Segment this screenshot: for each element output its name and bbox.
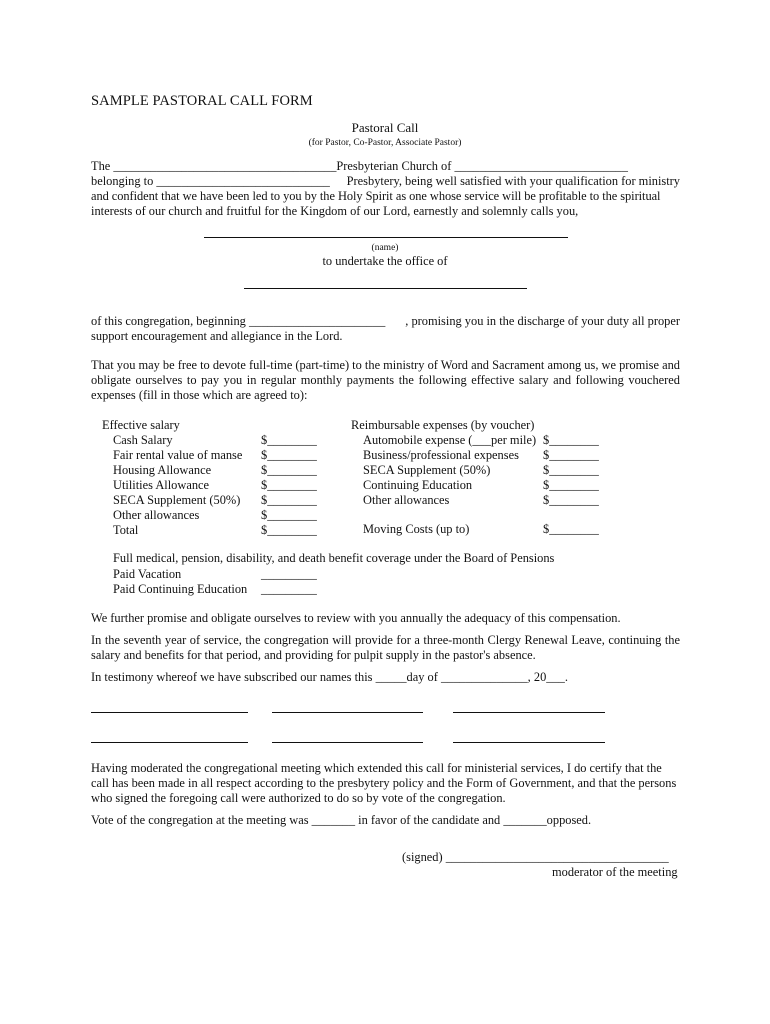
salary-item-blank[interactable]: $________ — [261, 508, 317, 522]
intro-line-2 — [91, 174, 680, 189]
signature-line[interactable] — [91, 742, 248, 743]
form-subheading: (for Pastor, Co-Pastor, Associate Pastor) — [308, 138, 462, 148]
renewal-paragraph: In the seventh year of service, the congregation will provide for a three-month Clergy Renewal Leave, continuing the salary and benefits for that period, and providing for pulpit supply in the pastor's absence. — [91, 633, 680, 662]
salary-item-blank[interactable]: $________ — [261, 478, 317, 492]
intro-line-4: interests of our church and fruitful for the Kingdom of our Lord, earnestly and solemnly calls you, — [91, 204, 579, 218]
beginning-date-blank[interactable]: ______________________ — [248, 314, 386, 328]
moderator-signature-blank[interactable]: ____________________________________ — [445, 850, 669, 864]
presbytery-blank[interactable]: ____________________________ — [156, 174, 330, 188]
moderator-paragraph: Having moderated the congregational meeting which extended this call for ministerial services, I do certify that the call has been made in all respect according to the presbytery policy and the Form of Government, and that the persons who signed the foregoing call were authorized to do so by vote of the congregation. — [91, 761, 677, 805]
beginning-text: of this congregation, beginning — [91, 314, 246, 328]
salary-item-blank[interactable]: $________ — [261, 463, 317, 477]
salary-item-blank[interactable]: $________ — [261, 493, 317, 507]
expenses-item-blank[interactable]: $________ — [543, 433, 599, 447]
intro-presbytery-text: Presbytery, being well satisfied with your qualification for ministry — [346, 174, 680, 188]
intro-belonging-text: belonging to — [91, 174, 154, 188]
salary-item-label: Housing Allowance — [113, 463, 212, 477]
name-line[interactable] — [204, 237, 568, 238]
fulltime-paragraph: That you may be free to devote full-time (part-time) to the ministry of Word and Sacrament among us, we promise and obligate ourselves to pay you in regular monthly payments the following effective salary and following vouchered expenses (fill in those which are agreed to): — [91, 358, 680, 402]
signature-line[interactable] — [91, 712, 248, 713]
expenses-item-blank[interactable]: $________ — [543, 478, 599, 492]
paid-education-blank[interactable]: _________ — [261, 582, 317, 596]
office-line[interactable] — [244, 288, 527, 289]
expenses-item-label: Automobile expense (___per mile) — [363, 433, 537, 447]
salary-item-blank[interactable]: $________ — [261, 433, 317, 447]
salary-item-label: Fair rental value of manse — [113, 448, 243, 462]
expenses-item-blank[interactable]: $________ — [543, 493, 599, 507]
promising-text: , promising you in the discharge of your duty all proper — [405, 314, 680, 328]
expenses-item-label: SECA Supplement (50%) — [363, 463, 491, 477]
salary-item-blank[interactable]: $________ — [261, 523, 317, 537]
church-location-blank[interactable]: ____________________________ — [454, 159, 628, 173]
salary-item-label: Cash Salary — [113, 433, 173, 447]
salary-item-label: Utilities Allowance — [113, 478, 210, 492]
salary-heading: Effective salary — [102, 418, 180, 432]
form-title: SAMPLE PASTORAL CALL FORM — [91, 93, 313, 109]
benefits-coverage: Full medical, pension, disability, and death benefit coverage under the Board of Pensions — [113, 551, 555, 565]
church-name-blank[interactable]: ____________________________________ — [113, 159, 337, 173]
vote-line: Vote of the congregation at the meeting was _______ in favor of the candidate and _______opposed. — [91, 813, 592, 827]
signed-label — [402, 850, 669, 865]
intro-presbyterian-text: Presbyterian Church of — [336, 159, 452, 173]
salary-item-blank[interactable]: $________ — [261, 448, 317, 462]
intro-line-3: and confident that we have been led to you by the Holy Spirit as one whose service will be profitable to the spiritual — [91, 189, 661, 203]
signed-text: (signed) — [402, 850, 443, 864]
signature-line[interactable] — [272, 712, 423, 713]
expenses-item-label: Continuing Education — [363, 478, 473, 492]
expenses-item-blank[interactable]: $________ — [543, 463, 599, 477]
beginning-line-1 — [91, 314, 680, 329]
salary-item-label: Total — [113, 523, 139, 537]
testimony-line: In testimony whereof we have subscribed our names this _____day of ______________, 20___. — [91, 670, 568, 684]
salary-item-label: SECA Supplement (50%) — [113, 493, 241, 507]
expenses-item-label: Business/professional expenses — [363, 448, 519, 462]
signature-line[interactable] — [272, 742, 423, 743]
signature-line[interactable] — [453, 742, 605, 743]
office-text: to undertake the office of — [322, 254, 448, 268]
paid-vacation-blank[interactable]: _________ — [261, 567, 317, 581]
moving-costs-label: Moving Costs (up to) — [363, 522, 470, 536]
signature-line[interactable] — [453, 712, 605, 713]
beginning-line-2: support encouragement and allegiance in the Lord. — [91, 329, 343, 343]
intro-the-text: The — [91, 159, 111, 173]
expenses-item-label: Other allowances — [363, 493, 450, 507]
intro-line-1 — [91, 159, 628, 174]
expenses-heading: Reimbursable expenses (by voucher) — [351, 418, 535, 432]
moderator-label: moderator of the meeting — [552, 865, 678, 879]
salary-item-label: Other allowances — [113, 508, 200, 522]
paid-education-label: Paid Continuing Education — [113, 582, 248, 596]
paid-vacation-label: Paid Vacation — [113, 567, 182, 581]
name-label: (name) — [371, 243, 399, 253]
form-heading: Pastoral Call — [351, 120, 419, 135]
review-paragraph: We further promise and obligate ourselves to review with you annually the adequacy of this compensation. — [91, 611, 621, 625]
expenses-item-blank[interactable]: $________ — [543, 448, 599, 462]
moving-costs-blank[interactable]: $________ — [543, 522, 599, 536]
